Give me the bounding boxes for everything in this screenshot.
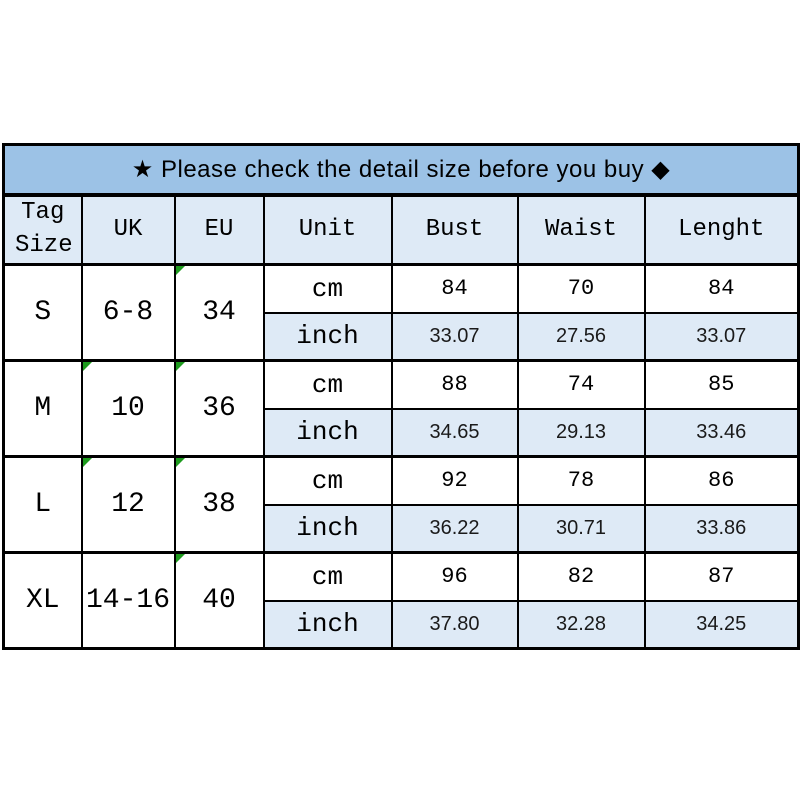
- unit-label-cm: cm: [264, 265, 392, 313]
- excel-error-marker-icon: [176, 362, 185, 371]
- bust-inch-l: 36.22: [392, 505, 518, 553]
- waist-inch-s: 27.56: [518, 313, 645, 361]
- size-cell-s: S: [4, 265, 82, 361]
- header-cell-unit: Unit: [264, 195, 392, 265]
- length-cm-l: 86: [645, 457, 799, 505]
- waist-inch-m: 29.13: [518, 409, 645, 457]
- size-chart-table: [2, 143, 800, 650]
- excel-error-marker-icon: [83, 362, 92, 371]
- bust-inch-xl: 37.80: [392, 601, 518, 649]
- eu-cell-s: [175, 265, 264, 361]
- uk-cell-xl: 14-16: [82, 553, 175, 649]
- row-s-cm: [4, 265, 799, 313]
- unit-label-inch: inch: [264, 313, 392, 361]
- unit-label-cm: cm: [264, 361, 392, 409]
- header-row: [4, 195, 799, 265]
- eu-value: 38: [202, 489, 236, 520]
- waist-cm-s: 70: [518, 265, 645, 313]
- eu-value: 36: [202, 393, 236, 424]
- length-inch-xl: 34.25: [645, 601, 799, 649]
- header-cell-tag-size: Tag Size: [4, 195, 82, 265]
- unit-label-inch: inch: [264, 409, 392, 457]
- bust-cm-l: 92: [392, 457, 518, 505]
- header-cell-waist: Waist: [518, 195, 645, 265]
- excel-error-marker-icon: [83, 458, 92, 467]
- unit-label-cm: cm: [264, 457, 392, 505]
- uk-cell-l: [82, 457, 175, 553]
- length-inch-m: 33.46: [645, 409, 799, 457]
- eu-cell-l: [175, 457, 264, 553]
- excel-error-marker-icon: [176, 266, 185, 275]
- unit-label-inch: inch: [264, 505, 392, 553]
- waist-inch-l: 30.71: [518, 505, 645, 553]
- size-cell-m: M: [4, 361, 82, 457]
- uk-value: 12: [111, 489, 145, 520]
- waist-inch-xl: 32.28: [518, 601, 645, 649]
- row-m-cm: [4, 361, 799, 409]
- header-cell-uk: UK: [82, 195, 175, 265]
- header-cell-eu: EU: [175, 195, 264, 265]
- length-inch-l: 33.86: [645, 505, 799, 553]
- unit-label-inch: inch: [264, 601, 392, 649]
- eu-cell-xl: [175, 553, 264, 649]
- header-cell-length: Lenght: [645, 195, 799, 265]
- waist-cm-xl: 82: [518, 553, 645, 601]
- eu-value: 40: [202, 585, 236, 616]
- size-cell-l: L: [4, 457, 82, 553]
- length-cm-s: 84: [645, 265, 799, 313]
- bust-inch-m: 34.65: [392, 409, 518, 457]
- eu-cell-m: [175, 361, 264, 457]
- header-cell-bust: Bust: [392, 195, 518, 265]
- uk-cell-m: [82, 361, 175, 457]
- excel-error-marker-icon: [176, 554, 185, 563]
- length-cm-m: 85: [645, 361, 799, 409]
- excel-error-marker-icon: [176, 458, 185, 467]
- row-xl-cm: [4, 553, 799, 601]
- size-cell-xl: XL: [4, 553, 82, 649]
- uk-cell-s: 6-8: [82, 265, 175, 361]
- length-inch-s: 33.07: [645, 313, 799, 361]
- unit-label-cm: cm: [264, 553, 392, 601]
- waist-cm-m: 74: [518, 361, 645, 409]
- length-cm-xl: 87: [645, 553, 799, 601]
- banner-row: [4, 145, 799, 195]
- banner-notice: ★ Please check the detail size before you buy ◆: [4, 145, 799, 195]
- bust-cm-m: 88: [392, 361, 518, 409]
- bust-inch-s: 33.07: [392, 313, 518, 361]
- bust-cm-s: 84: [392, 265, 518, 313]
- waist-cm-l: 78: [518, 457, 645, 505]
- bust-cm-xl: 96: [392, 553, 518, 601]
- uk-value: 10: [111, 393, 145, 424]
- eu-value: 34: [202, 297, 236, 328]
- row-l-cm: [4, 457, 799, 505]
